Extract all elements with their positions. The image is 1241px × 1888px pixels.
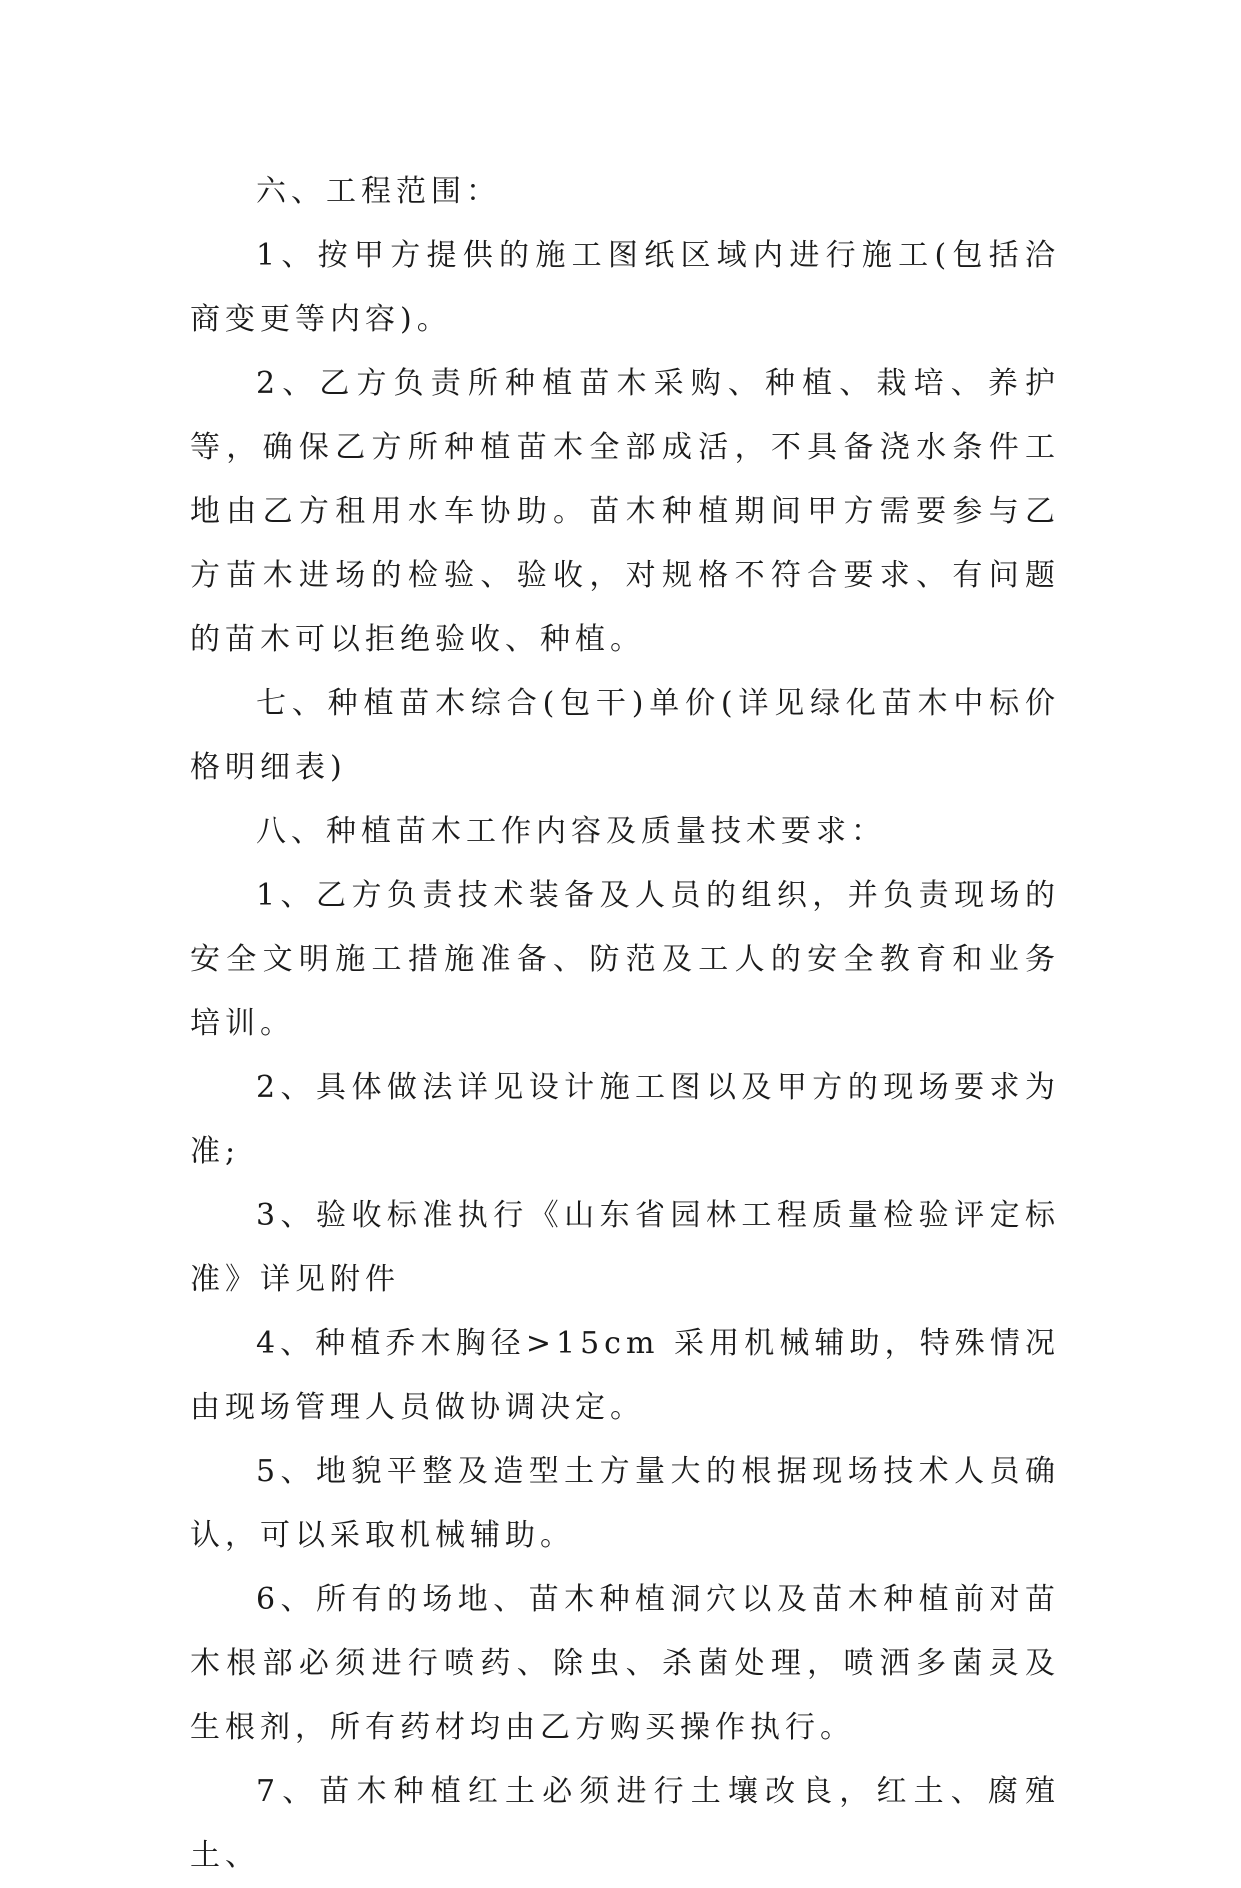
section-heading-scope: 六、工程范围：	[256, 174, 501, 209]
paragraph-requirement-4: 4、种植乔木胸径>15cm 采用机械辅助，特殊情况由现场管理人员做协调决定。	[190, 1326, 1060, 1425]
paragraph-scope-2: 2、乙方负责所种植苗木采购、种植、栽培、养护等，确保乙方所种植苗木全部成活，不具备浇水条件工地由乙方租用水车协助。苗木种植期间甲方需要参与乙方苗木进场的检验、验收，对规格不符合要求、有问题的苗木可以拒绝验收、种植。	[190, 366, 1060, 657]
section-heading-requirements: 八、种植苗木工作内容及质量技术要求：	[256, 814, 886, 849]
paragraph-requirement-1: 1、乙方负责技术装备及人员的组织，并负责现场的安全文明施工措施准备、防范及工人的安全教育和业务培训。	[190, 878, 1060, 1041]
paragraph-requirement-5: 5、地貌平整及造型土方量大的根据现场技术人员确认，可以采取机械辅助。	[190, 1454, 1060, 1553]
paragraph-requirement-2: 2、具体做法详见设计施工图以及甲方的现场要求为准;	[190, 1070, 1060, 1169]
paragraph-requirement-3: 3、验收标准执行《山东省园林工程质量检验评定标准》详见附件	[190, 1198, 1060, 1297]
document-body	[190, 160, 1060, 1888]
paragraph-scope-1: 1、按甲方提供的施工图纸区域内进行施工(包括洽商变更等内容)。	[190, 238, 1060, 337]
paragraph-requirement-6: 6、所有的场地、苗木种植洞穴以及苗木种植前对苗木根部必须进行喷药、除虫、杀菌处理，喷洒多菌灵及生根剂，所有药材均由乙方购买操作执行。	[190, 1582, 1060, 1745]
section-heading-unit-price: 七、种植苗木综合(包干)单价(详见绿化苗木中标价格明细表)	[190, 686, 1060, 785]
paragraph-requirement-7: 7、苗木种植红土必须进行土壤改良，红土、腐殖土、	[190, 1774, 1060, 1873]
